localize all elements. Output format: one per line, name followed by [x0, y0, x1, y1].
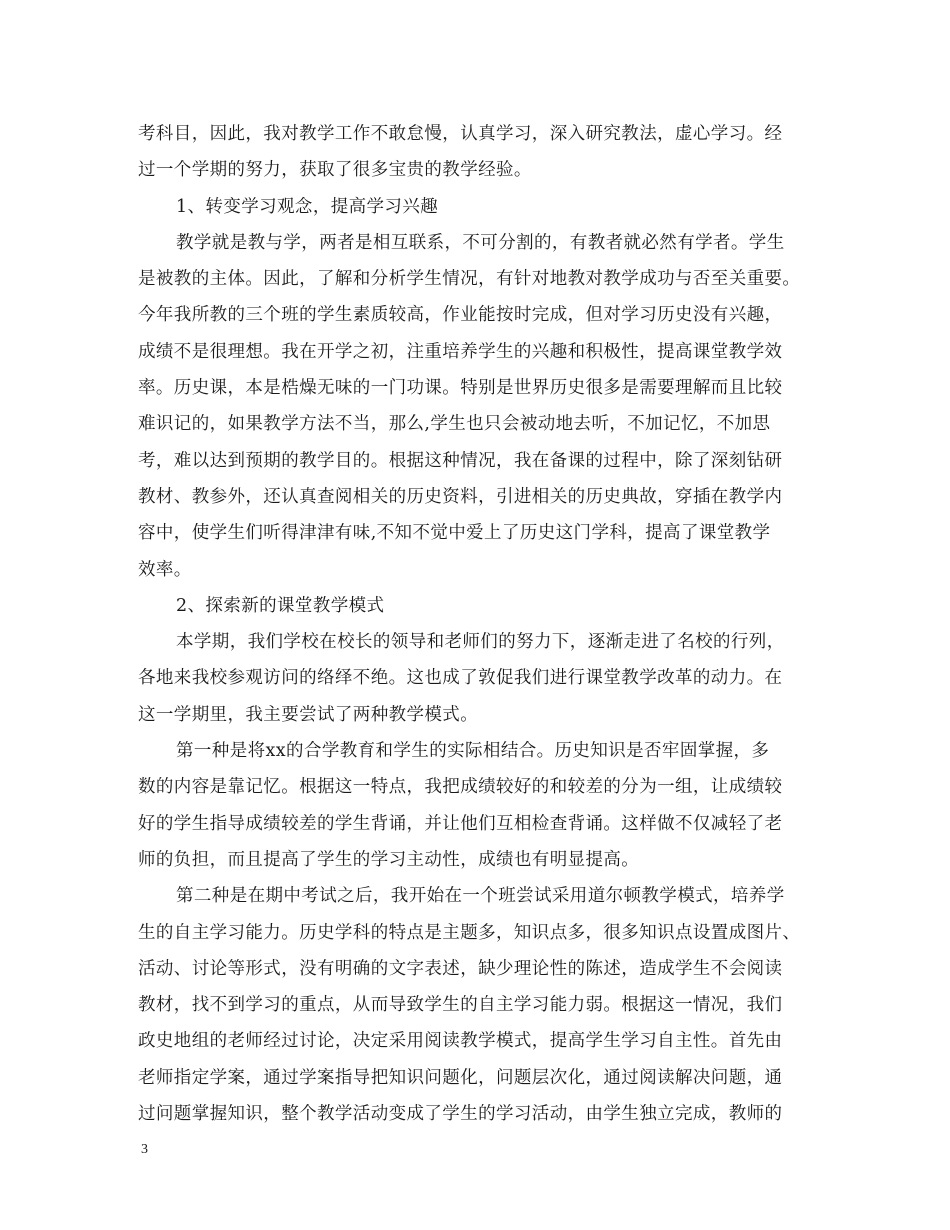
- section-heading: 2、探索新的课堂教学模式: [176, 595, 385, 616]
- text-line: 教材、教参外，还认真查阅相关的历史资料，引进相关的历史典故，穿插在教学内: [138, 486, 783, 507]
- text-line: 政史地组的老师经过讨论，决定采用阅读教学模式，提高学生学习自主性。首先由: [138, 1031, 783, 1052]
- text-line: 难识记的，如果教学方法不当，那么,学生也只会被动地去听，不加记忆，不加思: [138, 414, 771, 435]
- text-line: 这一学期里，我主要尝试了两种教学模式。: [138, 704, 479, 725]
- text-line: 考，难以达到预期的教学目的。根据这种情况，我在备课的过程中，除了深刻钻研: [138, 450, 783, 471]
- text-line: 老师指定学案，通过学案指导把知识问题化，问题层次化，通过阅读解决问题，通: [138, 1067, 783, 1088]
- text-line: 过一个学期的努力，获取了很多宝贵的教学经验。: [138, 160, 532, 181]
- text-line: 第二种是在期中考试之后，我开始在一个班尝试采用道尔顿教学模式，培养学: [176, 886, 785, 907]
- text-line: 今年我所教的三个班的学生素质较高，作业能按时完成，但对学习历史没有兴趣，: [138, 305, 783, 326]
- body-text: [138, 116, 828, 1132]
- text-line: 生的自主学习能力。历史学科的特点是主题多，知识点多，很多知识点设置成图片、: [138, 922, 801, 943]
- text-line: 数的内容是靠记忆。根据这一特点，我把成绩较好的和较差的分为一组，让成绩较: [138, 777, 783, 798]
- section-heading: 1、转变学习观念，提高学习兴趣: [176, 196, 439, 217]
- text-line: 成绩不是很理想。我在开学之初，注重培养学生的兴趣和积极性，提高课堂教学效: [138, 341, 783, 362]
- text-line: 容中，使学生们听得津津有味,不知不觉中爱上了历史这门学科，提高了课堂教学: [138, 523, 771, 544]
- text-line: 各地来我校参观访问的络绎不绝。这也成了敦促我们进行课堂教学改革的动力。在: [138, 668, 783, 689]
- text-line: 过问题掌握知识，整个教学活动变成了学生的学习活动，由学生独立完成，教师的: [138, 1104, 783, 1125]
- page-number: 3: [141, 1142, 148, 1157]
- text-line: 师的负担，而且提高了学生的学习主动性，成绩也有明显提高。: [138, 849, 640, 870]
- text-line: 是被教的主体。因此，了解和分析学生情况，有针对地教对教学成功与否至关重要。: [138, 269, 801, 290]
- text-line: 教学就是教与学，两者是相互联系，不可分割的，有教者就必然有学者。学生: [176, 232, 785, 253]
- text-line: 教材，找不到学习的重点，从而导致学生的自主学习能力弱。根据这一情况，我们: [138, 995, 783, 1016]
- text-line: 考科目，因此，我对教学工作不敢怠慢，认真学习，深入研究教法，虚心学习。经: [138, 124, 783, 144]
- text-line: 本学期，我们学校在校长的领导和老师们的努力下，逐渐走进了名校的行列，: [176, 632, 785, 653]
- text-line: 活动、讨论等形式，没有明确的文字表述，缺少理论性的陈述，造成学生不会阅读: [138, 958, 783, 979]
- text-line: 效率。: [138, 559, 192, 580]
- text-line: 好的学生指导成绩较差的学生背诵，并让他们互相检查背诵。这样做不仅减轻了老: [138, 813, 783, 834]
- text-line: 率。历史课，本是梏燥无味的一门功课。特别是世界历史很多是需要理解而且比较: [138, 378, 783, 399]
- text-line: 第一种是将xx的合学教育和学生的实际相结合。历史知识是否牢固掌握，多: [176, 741, 770, 762]
